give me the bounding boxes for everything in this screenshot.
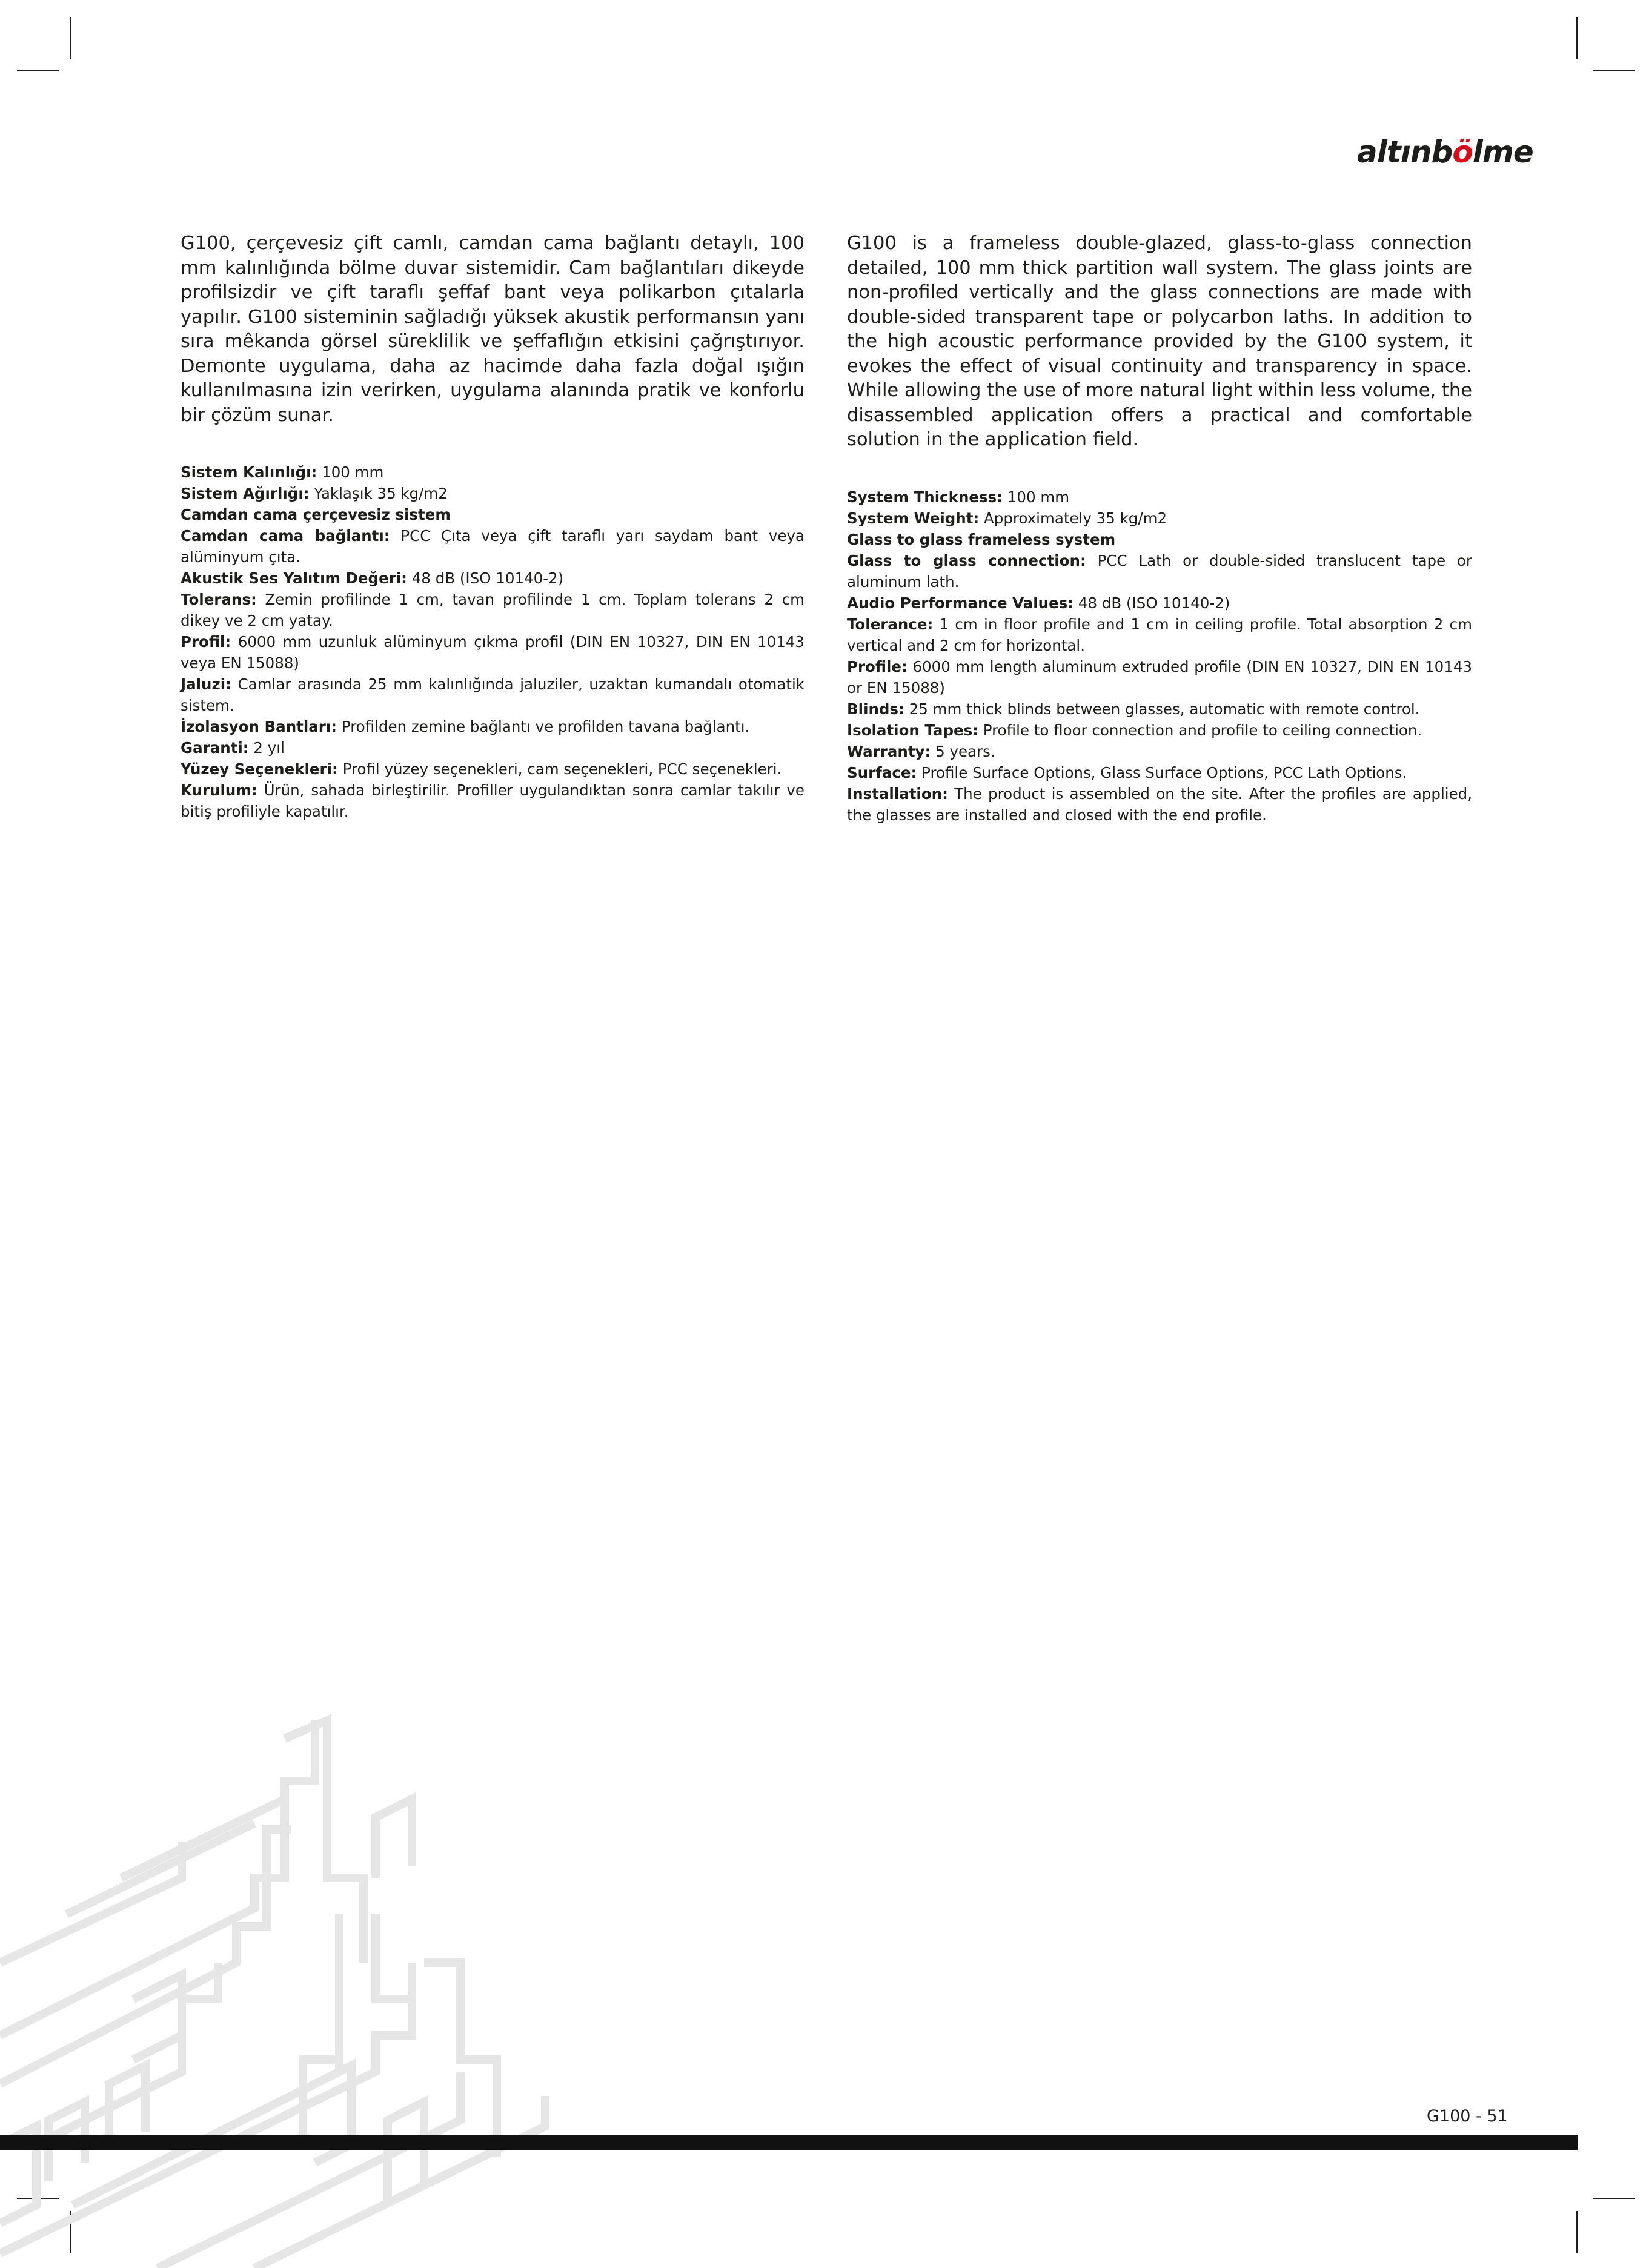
spec-item: Profil: 6000 mm uzunluk alüminyum çıkma profil (DIN EN 10327, DIN EN 10143 veya EN 15088) xyxy=(181,633,805,672)
english-column xyxy=(847,231,1472,826)
spec-item: Isolation Tapes: Profile to floor connection and profile to ceiling connection. xyxy=(847,721,1422,739)
crop-mark-top-left-horizontal xyxy=(17,70,59,71)
spec-item: Audio Performance Values: 48 dB (ISO 10140-2) xyxy=(847,594,1230,612)
spec-item: Camdan cama çerçevesiz sistem xyxy=(181,506,451,523)
page-number: G100 - 51 xyxy=(1427,2107,1508,2126)
logo-text-accent: ö xyxy=(1452,134,1473,170)
spec-item: Blinds: 25 mm thick blinds between glasses, automatic with remote control. xyxy=(847,700,1420,718)
spec-item: Glass to glass connection: PCC Lath or double-sided translucent tape or aluminum lath. xyxy=(847,551,1472,591)
spec-item: Jaluzi: Camlar arasında 25 mm kalınlığında jaluziler, uzaktan kumandalı otomatik sistem. xyxy=(181,675,805,714)
logo-text-end: lme xyxy=(1472,134,1533,170)
crop-mark-bottom-right-horizontal xyxy=(1593,2198,1635,2199)
brand-logo xyxy=(1357,134,1533,177)
spec-item: System Weight: Approximately 35 kg/m2 xyxy=(847,509,1167,527)
turkish-intro-paragraph: G100, çerçevesiz çift camlı, camdan cama bağlantı detaylı, 100 mm kalınlığında bölme duvar sistemidir. Cam bağlantıları dikeyde profilsizdir ve çift taraflı şeffaf bant veya polikarbon çıtalarla yapılır. G100 sisteminin sağladığı yüksek akustik performansın yanı sıra mêkanda görsel süreklilik ve şeffaflığın etkisini çağrıştırıyor. Demonte uygulama, daha az hacimde daha fazla doğal ışığın kullanılmasına izin verirken, uygulama alanında pratik ve konforlu bir çözüm sunar. xyxy=(181,233,805,426)
crop-mark-top-right-vertical xyxy=(1576,17,1578,59)
spec-item: System Thickness: 100 mm xyxy=(847,488,1070,506)
logo-text-start: altınb xyxy=(1357,134,1453,170)
spec-item: Kurulum: Ürün, sahada birleştirilir. Profiller uygulandıktan sonra camlar takılır ve bitiş profiliyle kapatılır. xyxy=(181,781,805,820)
spec-item: Camdan cama bağlantı: PCC Çıta veya çift taraflı yarı saydam bant veya alüminyum çıta. xyxy=(181,527,805,566)
spec-item: İzolasyon Bantları: Profilden zemine bağlantı ve profilden tavana bağlantı. xyxy=(181,718,750,735)
crop-mark-top-left-vertical xyxy=(70,17,71,59)
crop-mark-bottom-right-vertical xyxy=(1576,2211,1578,2253)
spec-item: Installation: The product is assembled on the site. After the profiles are applied, the glasses are installed and closed with the end profile. xyxy=(847,784,1472,824)
turkish-specs-list xyxy=(181,462,805,822)
english-intro-paragraph: G100 is a frameless double-glazed, glass-to-glass connection detailed, 100 mm thick partition wall system. The glass joints are non-profiled vertically and the glass connections are made with double-sided transparent tape or polycarbon laths. In addition to the high acoustic performance provided by the G100 system, it evokes the effect of visual continuity and transparency in space. While allowing the use of more natural light within less volume, the disassembled application offers a practical and comfortable solution in the application field. xyxy=(847,233,1472,450)
spec-item: Garanti: 2 yıl xyxy=(181,739,285,757)
spec-item: Warranty: 5 years. xyxy=(847,742,995,760)
spec-item: Tolerance: 1 cm in floor profile and 1 cm in ceiling profile. Total absorption 2 cm vertical and 2 cm for horizontal. xyxy=(847,615,1472,654)
crop-mark-top-right-horizontal xyxy=(1593,70,1635,71)
spec-item: Sistem Ağırlığı: Yaklaşık 35 kg/m2 xyxy=(181,485,448,502)
spec-item: Tolerans: Zemin profilinde 1 cm, tavan profilinde 1 cm. Toplam tolerans 2 cm dikey ve 2 cm yatay. xyxy=(181,591,805,629)
spec-item: Akustik Ses Yalıtım Değeri: 48 dB (ISO 10140-2) xyxy=(181,569,564,587)
spec-item: Profile: 6000 mm length aluminum extruded profile (DIN EN 10327, DIN EN 10143 or EN 15088) xyxy=(847,657,1472,697)
profile-section-drawing xyxy=(0,1539,642,2268)
spec-item: Glass to glass frameless system xyxy=(847,530,1116,548)
footer-bar xyxy=(0,2135,1578,2150)
spec-item: Sistem Kalınlığı: 100 mm xyxy=(181,463,384,481)
spec-item: Yüzey Seçenekleri: Profil yüzey seçenekleri, cam seçenekleri, PCC seçenekleri. xyxy=(181,760,782,778)
english-specs-list xyxy=(847,486,1472,826)
spec-item: Surface: Profile Surface Options, Glass Surface Options, PCC Lath Options. xyxy=(847,763,1407,781)
turkish-column xyxy=(181,231,805,822)
